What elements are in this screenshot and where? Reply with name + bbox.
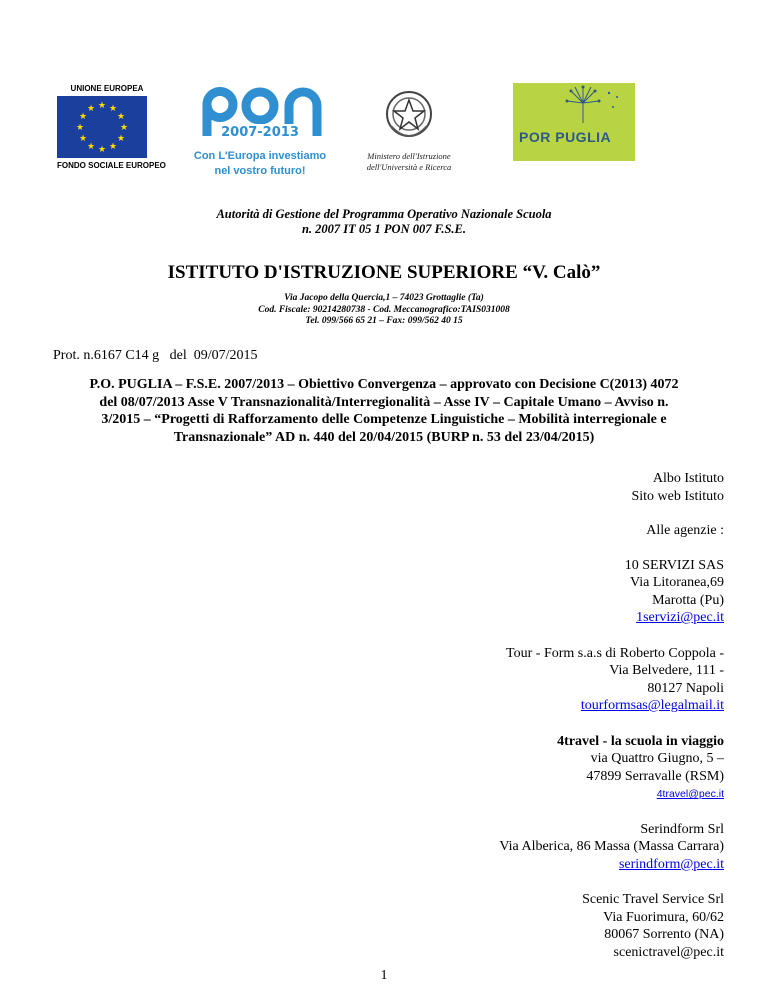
svg-text:★: ★ <box>86 142 96 152</box>
ministry-logo <box>355 84 463 173</box>
agency3-city: 47899 Serravalle (RSM) <box>586 768 724 784</box>
svg-text:★: ★ <box>108 142 118 152</box>
agency4-address: Via Alberica, 86 Massa (Massa Carrara) <box>499 839 724 854</box>
address-line2: Cod. Fiscale: 90214280738 - Cod. Meccanografico:TAIS031008 <box>258 304 510 315</box>
svg-text:2007-2013: 2007-2013 <box>221 125 299 140</box>
agency5-email: scenictravel@pec.it <box>613 944 724 960</box>
pon-slogan-line1: Con L'Europa investiamo <box>193 150 327 162</box>
address-line1: Via Jacopo della Quercia,1 – 74023 Grottaglie (Ta) <box>284 293 484 303</box>
svg-text:★: ★ <box>78 134 88 144</box>
agency3-address: via Quattro Giugno, 5 – <box>590 751 724 766</box>
agency5-city: 80067 Sorrento (NA) <box>604 927 724 942</box>
authority-line2: n. 2007 IT 05 1 PON 007 F.S.E. <box>301 222 467 236</box>
por-label: POR PUGLIA <box>519 129 612 145</box>
agency2-address: Via Belvedere, 111 - <box>609 663 724 678</box>
recipients-block <box>324 470 724 961</box>
agency2-city: 80127 Napoli <box>647 680 724 696</box>
agency2-email-link[interactable]: tourformsas@legalmail.it <box>580 698 724 713</box>
recipient-albo: Albo Istituto <box>652 471 724 486</box>
svg-text:★: ★ <box>116 134 126 144</box>
dandelion-icon <box>513 83 635 129</box>
address-line3: Tel. 099/566 65 21 – Fax: 099/562 40 15 <box>305 316 463 326</box>
subject-line4: Transnazionale” AD n. 440 del 20/04/2015 (BURP n. 53 del 23/04/2015) <box>173 429 595 445</box>
page-number: 1 <box>380 968 388 983</box>
agency2-name: Tour - Form s.a.s di Roberto Coppola - <box>506 645 724 661</box>
protocol-number: Prot. n.6167 C14 g del 09/07/2015 <box>53 348 258 363</box>
svg-text:★: ★ <box>75 123 85 133</box>
authority-heading <box>0 207 768 237</box>
svg-text:★: ★ <box>116 112 126 122</box>
svg-text:★: ★ <box>108 104 118 114</box>
agency5-address: Via Fuorimura, 60/62 <box>603 909 724 925</box>
agency4-name: Serindform Srl <box>640 821 724 837</box>
subject-block <box>40 376 728 446</box>
subject-line1: P.O. PUGLIA – F.S.E. 2007/2013 – Obiettivo Convergenza – approvato con Decisione C(2013) 4072 <box>89 377 679 392</box>
pon-mark-icon <box>193 84 327 144</box>
eu-top-label: UNIONE EUROPEA <box>70 84 144 93</box>
svg-text:★: ★ <box>86 104 96 114</box>
agency5-name: Scenic Travel Service Srl <box>582 892 724 907</box>
subject-line3: 3/2015 – “Progetti di Rafforzamento delle Competenze Linguistiche – Mobilità interregionale e <box>101 412 667 427</box>
school-address <box>0 293 768 328</box>
subject-line2: del 08/07/2013 Asse V Transnazionalità/Interregionalità – Asse IV – Capitale Umano – Avviso n. <box>99 394 669 410</box>
agency1-address: Via Litoranea,69 <box>629 575 724 590</box>
agency3-name: 4travel - la scuola in viaggio <box>557 733 724 749</box>
recipient-alle-agenzie: Alle agenzie : <box>646 523 724 538</box>
emblem-icon <box>383 84 435 146</box>
eu-bottom-label: FONDO SOCIALE EUROPEO <box>57 161 166 170</box>
pon-slogan-line2: nel vostro futuro! <box>214 165 306 177</box>
agency4-email-link[interactable]: serindform@pec.it <box>618 856 724 872</box>
agency3-email-link[interactable]: 4travel@pec.it <box>656 788 724 800</box>
agency1-email-link[interactable]: 1servizi@pec.it <box>636 610 724 625</box>
svg-text:★: ★ <box>78 112 88 122</box>
authority-line1: Autorità di Gestione del Programma Operativo Nazionale Scuola <box>216 207 552 221</box>
school-name: ISTITUTO D'ISTRUZIONE SUPERIORE “V. Calò” <box>167 262 601 283</box>
recipient-sito: Sito web Istituto <box>631 488 724 504</box>
agency1-city: Marotta (Pu) <box>652 592 724 608</box>
ministry-line1: Ministero dell'Istruzione <box>367 151 451 161</box>
eu-flag-icon <box>57 96 147 158</box>
eu-logo <box>57 84 166 170</box>
svg-text:★: ★ <box>97 145 107 155</box>
pon-logo <box>193 84 327 179</box>
svg-text:★: ★ <box>119 123 129 133</box>
svg-text:★: ★ <box>97 101 107 111</box>
por-puglia-logo <box>513 83 635 161</box>
agency1-name: 10 SERVIZI SAS <box>624 557 724 573</box>
ministry-line2: dell'Università e Ricerca <box>366 162 452 172</box>
